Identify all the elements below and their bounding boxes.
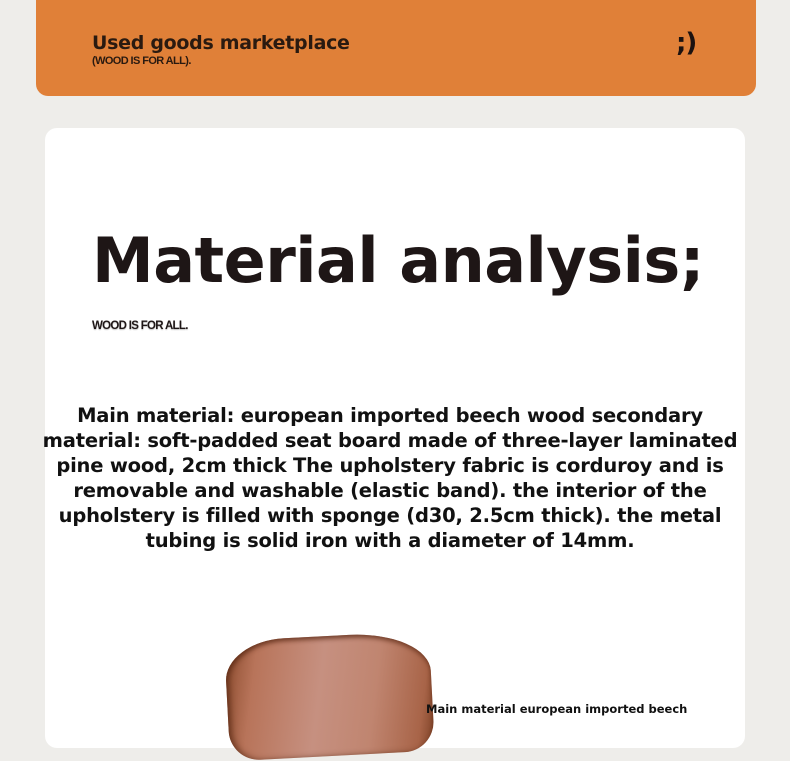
tagline: WOOD IS FOR ALL. [92,320,188,332]
header-banner [36,0,756,96]
chair-seat-image [224,631,435,761]
wink-emoticon-icon: ;) [676,28,697,58]
banner-subtitle: (WOOD IS FOR ALL). [92,55,191,67]
banner-title: Used goods marketplace [92,32,350,54]
image-caption: Main material european imported beech [426,702,688,716]
material-description: Main material: european imported beech wood secondary material: soft-padded seat board made of three-layer laminated pine wood, 2cm thick The upholstery fabric is corduroy and is removable and washable (elastic band). the interior of the upholstery is filled with sponge (d30, 2.5cm thick). the metal tubing is solid iron with a diameter of 14mm. [42,404,738,552]
material-card [42,128,745,748]
page-title: Material analysis; [92,224,705,297]
